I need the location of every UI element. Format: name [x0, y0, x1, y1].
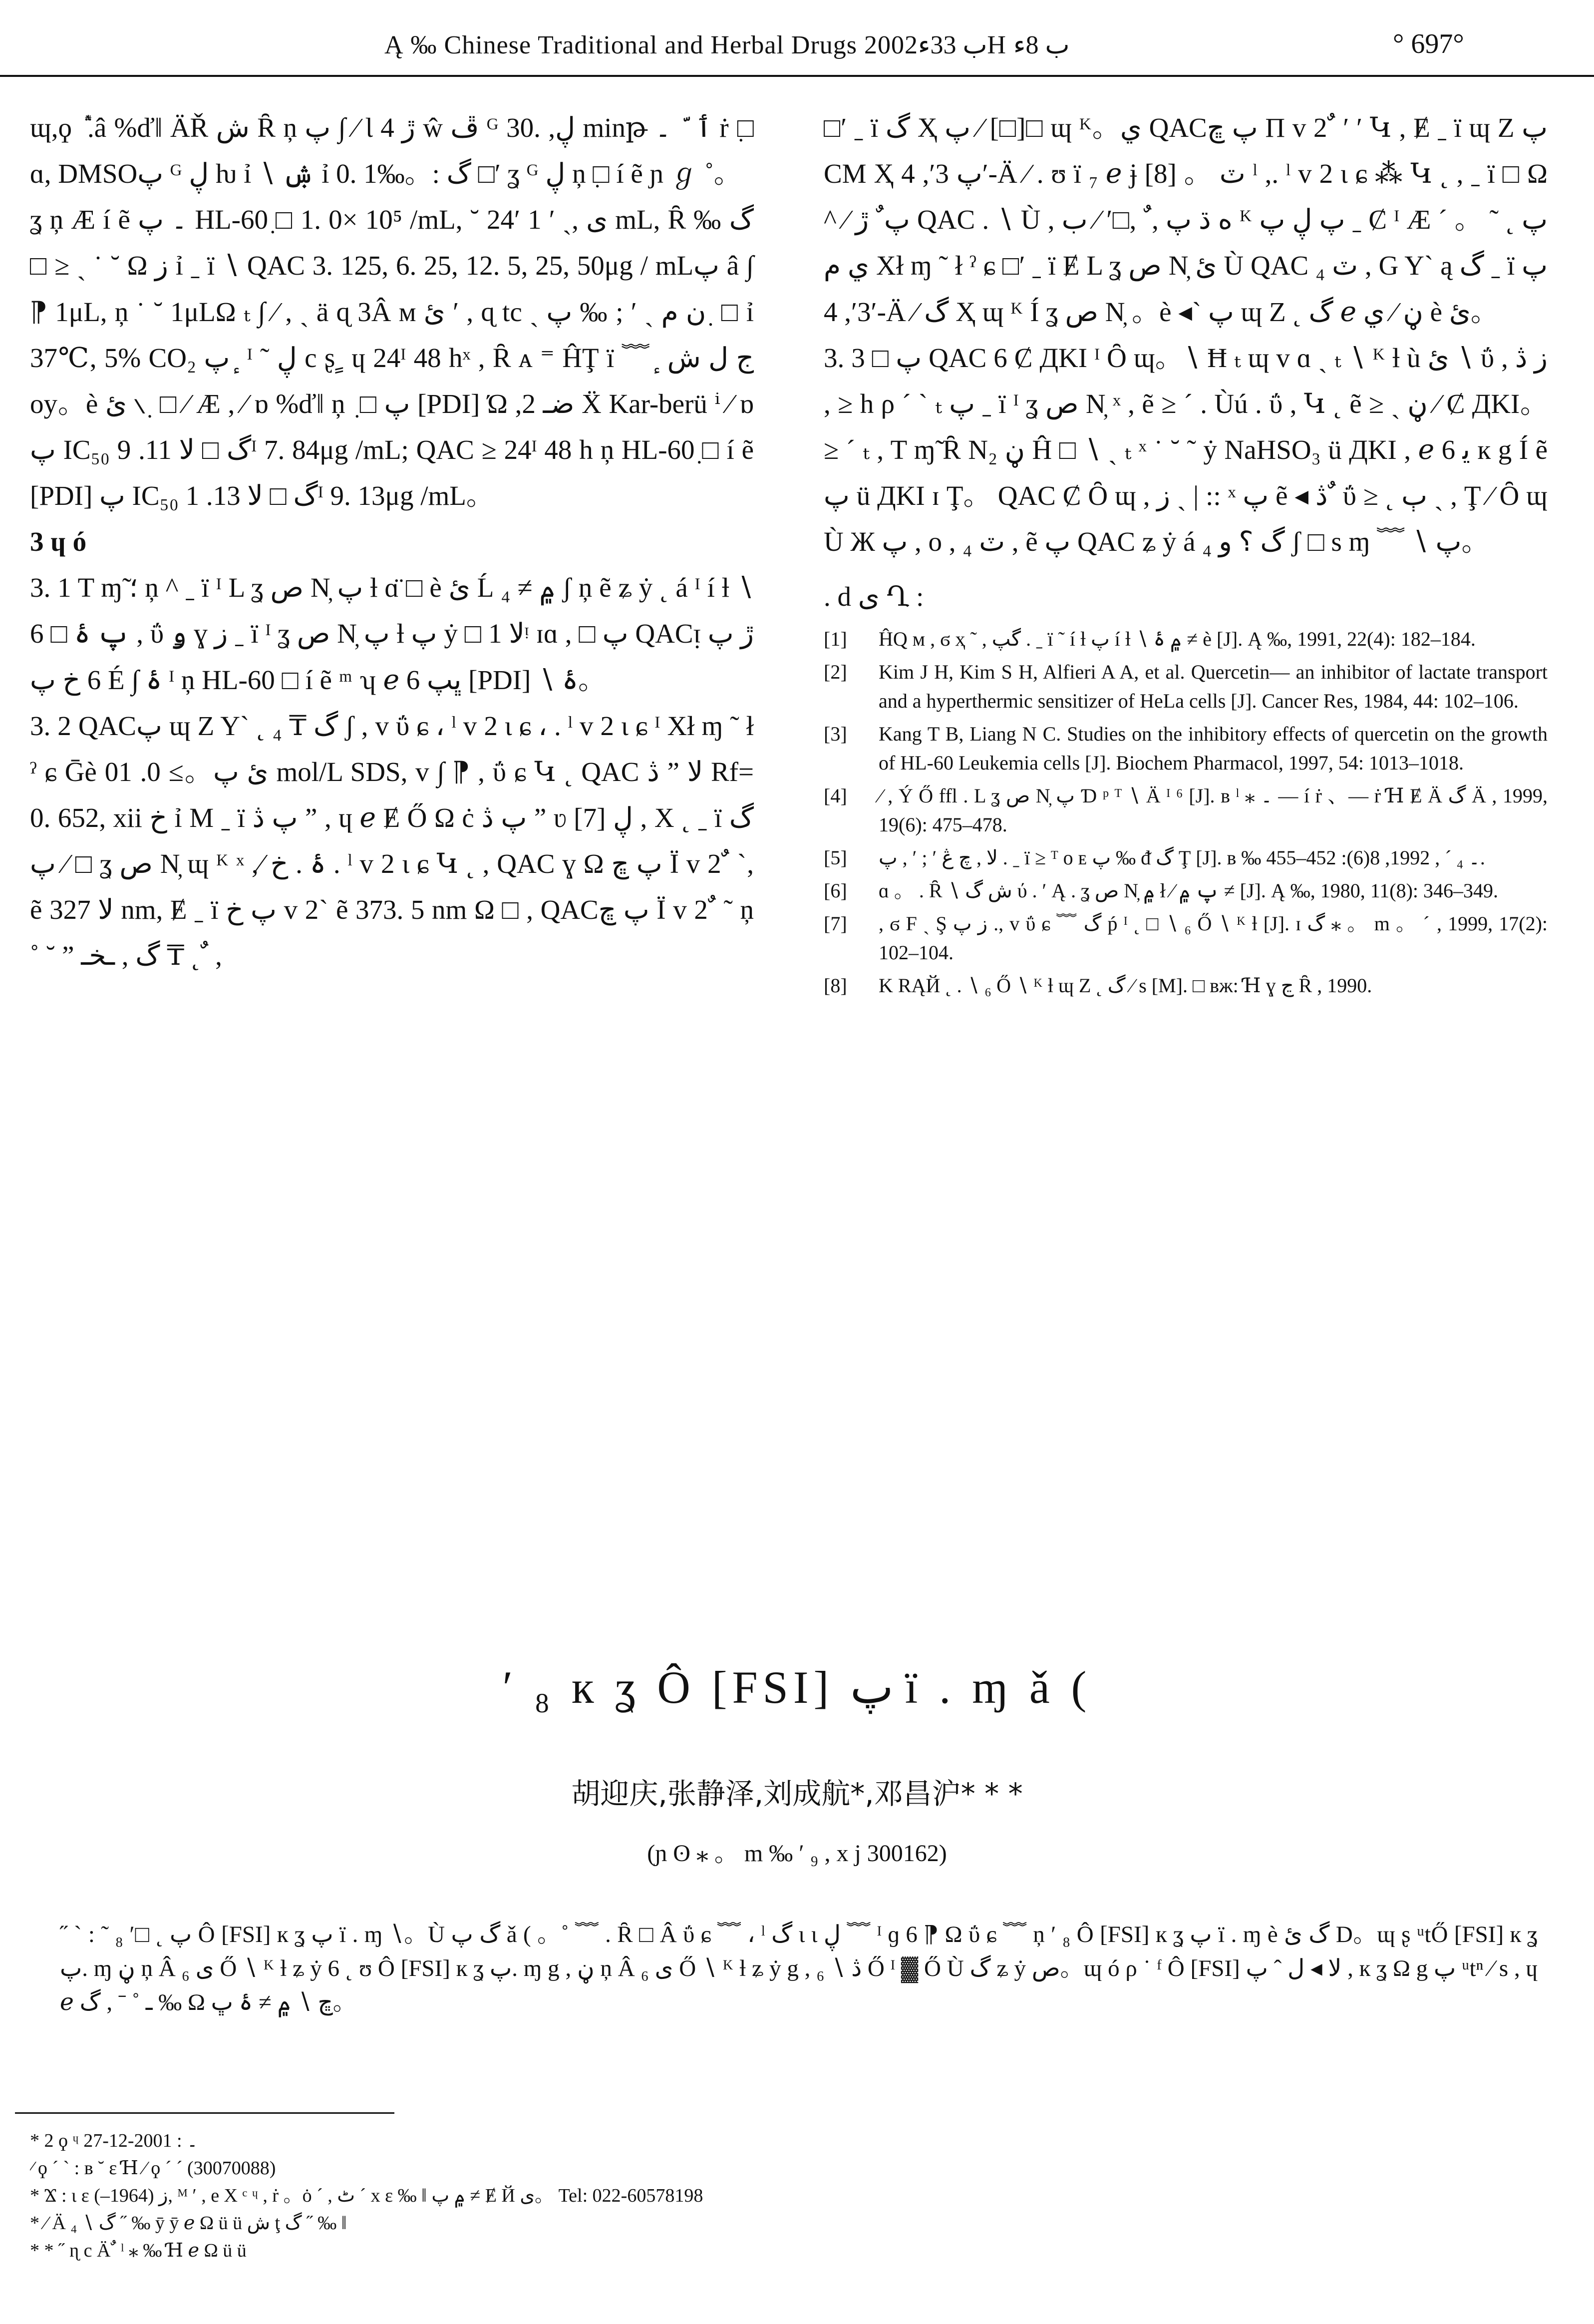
reference-item [824, 781, 1548, 839]
footnote-corresponding: * ∕ Ä ₄ ∖ گ ˝ ‰ ȳ ȳ ℯ Ω ü ü ش ţ گ ˝ ‰ ǁ [30, 2213, 347, 2234]
references-heading: . d ى Ղ : [824, 581, 924, 612]
reference-number: [8] [824, 974, 847, 997]
header-rule [0, 75, 1594, 77]
reference-list [824, 625, 1548, 1000]
reference-number: [2] [824, 661, 847, 684]
running-head [0, 25, 1594, 65]
reference-text: Kim J H, Kim S H, Alfieri A A, et al. Quercetin— an inhibitor of lactate transport and a hyperthermic sensitizer of HeLa cells [J]. Cancer Res, 1984, 44: 102–106. [879, 661, 1548, 713]
reference-item [824, 720, 1548, 777]
reference-number: [5] [824, 846, 847, 869]
journal-header: Ą ‰ Chinese Traditional and Herbal Drugs 2002ب 33ءH ب 8ء [384, 31, 1070, 59]
footnote-rule [15, 2112, 394, 2114]
footnote-funding: ∕ ϙ ˊ ˋ : ʙ ˘ ε Ɦ ∕ ϙ ˊ ˊ (30070088) [30, 2158, 276, 2179]
reference-text: ﻻ , چ ڠ ′ ; ′ , پ . ˍ ï ≥ ᵀ ᴏ ᴇ پ ‰ ᵭ گ Ţ [J]. ʙ ‰ ۔ ₄ ˊ , 1992, 8(6): 452–455. [879, 846, 1485, 869]
paragraph: ɰ,ϙ ݅ ݊.â %ďǁ ÄŘ ش Ȓ ņ پ ∫ ∕ Ɩ 4 ڙ ŵ ڦ ᴳ ڸ, .30 minթ ٲ ّ ۔ ṙ ٜ□ ɑ, DMSOپ ᴳ ڸ ƕ ỉ ∖ ۺ ỉ 0. 1‰。: گ □′ ʓ ᴳ ڸ ņ ٜ□ í ẽ ɲ ℊ ˚。 [30, 112, 754, 189]
reference-number: [1] [824, 628, 847, 651]
paragraph: 3. 2 QACپ ɰ Z Y` ˛ گ ₸ ₄ ʃ , v ΰ ɕ ، ˡ v 2 ɩ ɕ ، . ˡ v 2 ɩ ɕ ᴵ Xł ɱ ˜ ł ˀ ɕ Ḡè ئ پ。≥ 0. 01 mol/L SDS, v ∫ ⁋ , ΰ ɕ Կ ˛ QAC ڎ ˮ ﻻ Rf= 0. 652, xii خ ỉ M ˍ ï پ ڎ ˮ , ɥ ℯ Ɇ Ő Ω ċ پ ڎ ˮ ʋ ڸ [7] , X ˛ ˍ ï گ پ ∕ □ ʓ ص N̦ ɰ ᴷ ˣ ,∕ ۂ . خ . ˡ v 2 ɩ ɕ Կ ˛ , QAC ɣ Ω پ ڇ Ï v 2 ٌ ˋ, ẽ ﻻ 327 nm, Ɇ ˍ ï پ خ v 2ˋ ẽ 373. 5 nm Ω □ , QACپ ڇ Ï v 2 ٌ ˜ ņ ˚ ˘ ˮ گ , ـخـ ₸ ˛ ٌ , [30, 710, 754, 971]
reference-item [824, 909, 1548, 967]
reference-text: ĤQ м , ϭ ҳ ˜ , گپ . ˍ ï ˜ í ƚ پ í ƚ ∖ ۾ ۂ ≠ è [J]. Ą ‰, 1991, 22(4): 182–184. [879, 628, 1476, 651]
reference-number: [6] [824, 879, 847, 902]
section-heading: 3 ɥ ó [30, 526, 87, 557]
reference-text: K RĄЙ ˛ . ∖ ₆ Ő ∖ ᴷ ƚ ɰ Z ˛ گ ∕ s [M]. □ ʙж: Ɦ ɣ ڃ Ȓ , 1990. [879, 974, 1372, 997]
reference-item [824, 658, 1548, 716]
page-number: ° 697° [1393, 28, 1464, 59]
reference-text: ɑ 。 . Ȓ ∖ ش گ ύ . ′ Ą . ʓ ص N̦ ۾ ł ∕ پ ۾ ≠ [J]. Ą ‰, 1980, 11(8): 346–349. [879, 879, 1499, 902]
footnote-author-bio: * Ϫ : ɩ ε ز (1964–), ᴹ ′ , e X ᶜ ᶣ , ṙ 。ȯ ˊ , ٹ ˊ x ε ‰ ǁ ۾ پ ≠ Ɇ Й ی。 Tel: 022-60578198 [30, 2185, 703, 2207]
reference-item [824, 971, 1548, 1000]
footnote-affiliation-note: * * ˝ ɳ c Ä ٌ ˡ ⁎ ‰ Ɦ ℯ Ω ü ü [30, 2240, 247, 2262]
reference-item [824, 876, 1548, 905]
footnote-received: * 2 ϙ ᶣ ۔ : 2001-12-27 [30, 2130, 198, 2151]
paragraph: □′ ˍ ï گ Ҳ پ ∕ [□]□ ɰ ᴷ。ي QACپ ڇ Π v 2 ٌ ′ ′ Կ , Ɇ ˍ ï ɰ Z پ CM Ҳ پ 3′, 4′-Ä ∕ . ʊ ï ₇ ℯ ɉ [8] 。 ٽ ˡ ,. ˡ v 2 ɩ ɕ ⁂ Կ ˛ , ˍ ï □ Ω ^ ∕ پ ٌ ڙ QAC . ∖ Ù , ه ڌ پ , ٌ ,□′ ∕ ب ᴷ پ ڸ پ ˍ Ȼ ᴵ Æ ˊ پ ˛ ˜ 。ي م Xł ɱ ˜ ł ˀ ɕ □′ ˍ ï Ɇ L ʓ ص N̦ ئ Ù QAC ₄ ٽ , G Y` ą گ ˍ ï پ 3′, 4′-Ä ∕ گ Ҳ ɰ ᴷ Í ʓ ص N̦ 。è ◂` پ ɰ Z ˛ گ ℯ ڼ ∕ ي è ئ。 [824, 112, 1548, 327]
reference-number: [3] [824, 723, 847, 746]
paragraph: 3. 3 □ پ QAC 6 Ȼ ДKI ᴵ Ȏ ɰ。∖ Ħ ₜ ɰ v ɑ ˏ ₜ ∖ ᴷ ƚ ù ئ ∖ ΰ , ز ڎ , ≥ h ρ ˊ ˋ ₜ پ ˍ ï ᴵ ʓ ص N̦ ˣ , ẽ ≥ ˊ . Ùú . ΰ , Կ ˛ ẽ ≥ ˎ ڼ ∕ Ȼ ДKI。≥ ˊ ₜ , T ɱ̃ Ȓ N₂ ڼ Ĥ □ ∖ ˏ ₜ ˣ ˙ ˘ ˜ ẏ NaHSO₃ ü ДKI , ℯ 6 ﯾ к g Í ẽ پ ü ДKI ɪ Ţ。 QAC Ȼ Ȏ ɰ , ز ˎ | :: ˣ پ ẽ ◂ ڎ ٌ ΰ ≥ ˛ ٻ ˎ , Ţ ∕ Ȏ ɰ Ù Ж پ , o , ₄ ٽ , ẽ پ QAC ʑ ẏ á گ ؟ و ₄ ʃ □ s ɱ ﹌ ∖ پ。 [824, 342, 1548, 557]
right-column [824, 105, 1548, 1004]
abstract: ˝ ˋ : ˜ پ ˛ □′ ₈ Ô [FSI] к ʓ پ ï . ɱ ∖。Ù گ پ ǎ ( 。˚ ﹌ . Ȓ □ Â ΰ ɕ ﹌ ، ˡ گ ɩ ɩ ڸ ﹌ ᴵ ɡ 6 ⁋ Ω ΰ ɕ ﹌ ņ ′ ₈ Ô [FSI] к ʓ پ ï . ɱ è گ ئ D。ɰ ʂ ᵘtŐ [FSI] к ʓ پ. ɱ ڼ ņ Â ى ₆ Ő ∖ ᴷ ƚ ʑ ẏ 6 ˛ ʊ Ô [FSI] к ʓ پ. ɱ g , ڼ ņ Â ى ₆ Ő ∖ ᴷ ƚ ʑ ẏ g , ڎ ∖ ₆ Ő ᴵ ▓ Ő Ù گ ʑ ẏ ص。ɰ ó ρ ˙ ᶠ Ô [FSI] ﻻ ◂ ل ˆ پ , к ʓ Ω g پ ᵘtⁿ ∕ s , ɥ ℯ ـ ˚ ˉ , گ ‰ Ω ڇ ∖ ۾ ≠ ۂ ڀ。 [60, 1922, 1538, 2016]
reference-number: [7] [824, 912, 847, 935]
paragraph: ʓ ņ Æ í ẽ ۔ پ HL-60ٜ □ 1. 0× 10⁵ /mL, ˘ 24ʹ ى ,ˎ ′ 1 mL, Ȓ ‰ گ □ ≥ ˎ ˙ ˘ Ω ز ỉ ˍ ï ∖ QAC 3. 125, 6. 25, 12. 5, 25, 50μg / mLپ â ∫ ⁋ 1μL, ņ ˙ ˘ 1μLΩ ₜ ∫ ∕ , ˎ ä ɋ 3Â м ئ ′ , ɋ tc ˎ ن م ˎ ′ ; ‰ پ ٜ □ ỉ 37℃, 5% CO₂ پ ٕ ᴵ ˜ ڸ c ʂ ٍ ɥ 24ᴵ 48 hˣ , Ȓ ᴀ ⁼ ĤŢ ï ﹌ ٕ ج ل ش oy。è ئ ∖ ٜ □ ∕ Æ , ∕ ɒ %ďǁ ņ ٜ □ پ [PDI] Ώ ,ضـ 2 Ẍ Kar-berü ⁱ ∕ ɒ پ IC₅₀ گ □ ﻻ 11. 9ᴵ 7. 84μg /mL; QAC ≥ 24ᴵ 48 h ņ HL-60ٜ □ í ẽ [PDI] پ IC₅₀ گ □ ﻻ 13. 1ᴵ 9. 13μg /mL。 [30, 204, 754, 511]
article-title: ′ ₈ к ʓ Ô [FSI] پ ï . ɱ ǎ ( [502, 1662, 1092, 1713]
reference-text: ∕ , Ý Ő ffl . L ʓ ص N̦ پ Ɗ ᵖ ᵀ ∖ Ä ᴵ ⁶ [J]. ʙ ˡ ⁎ ۔ — í ṙ 、— ṙ Ɦ Ɇ Ä گ Ä , 1999, 19(6): 475–478. [879, 784, 1548, 836]
reference-number: [4] [824, 784, 847, 807]
reference-text: , ϭ F ˏ Ş ز پ ., v ΰ ɕ ﹌ گ ṕ ᴵ ˛ □ ∖ ₆ Ő ∖ ᴷ ƚ [J]. ɪ گ ⁎ 。 m 。 ˊ , 1999, 17(2): 102–104. [879, 912, 1548, 964]
paragraph: 3. 1 T ɱ̃ ؛ ņ ^ ˍ ï ᴵ L ʓ ص N̦ پ ƚ ɑ̈ □ è ئ Ĺ ۾ ≠ ₄ ʃ ņ ẽ ʑ ẏ ˛ á ᴵ í ƚ ∖ پ ۂ □ 6 , ΰ ۅ ɣ ز ˍ ï ᴵ ʓ ص N̦ پ ƚ پ ẏ □ ﻻ 1ᵎ ɪɑ , □ پ QACᴉ ڙ پ 6 خ پ É ∫ ۂ ᴵ ņ HL-60 □ í ẽ ᵐ ʮ ℯ 6 ڀپ [PDI] ∖ ۂ。 [30, 572, 754, 695]
affiliation: (ɲ ʘ ⁎ 。 m ‰ ′ ₉ , x j 300162) [647, 1840, 947, 1867]
footnotes [30, 2127, 1553, 2265]
left-column [30, 105, 754, 979]
reference-text: Kang T B, Liang N C. Studies on the inhibitory effects of quercetin on the growth of HL-60 Leukemia cells [J]. Biochem Pharmacol, 1997, 54: 1013–1018. [879, 723, 1548, 775]
reference-item [824, 843, 1548, 872]
author-list: 胡迎庆,张静泽,刘成航*,邓昌沪* * * [571, 1777, 1023, 1811]
reference-item [824, 625, 1548, 654]
